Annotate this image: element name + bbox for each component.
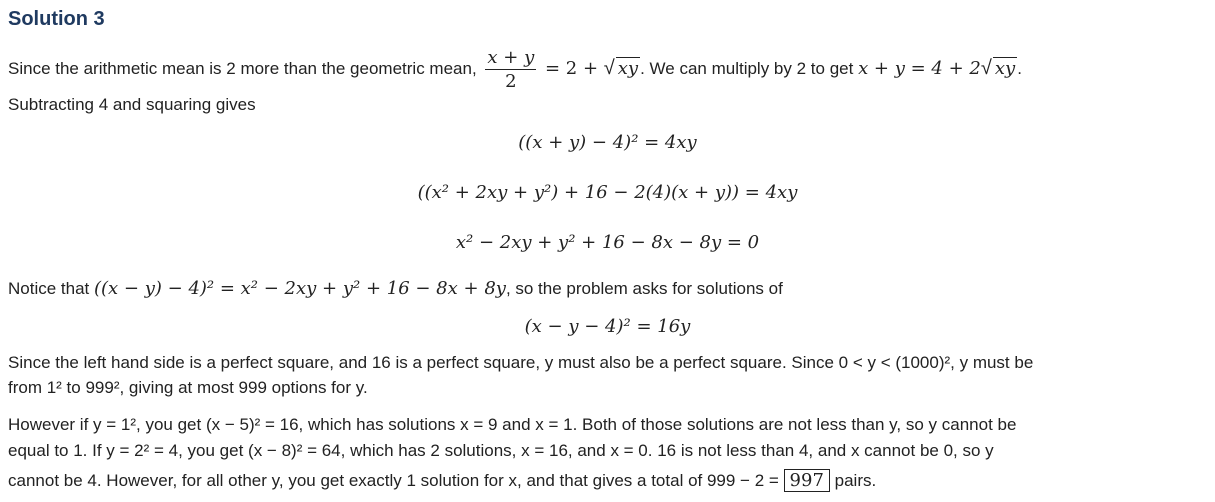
sqrt-xy-2: xy [994, 57, 1016, 79]
sqrt-sign-2: √ [980, 56, 992, 79]
notice-math: ((x − y) − 4)² = x² − 2xy + y² + 16 − 8x + 8y [94, 278, 506, 299]
paragraph-3-line-1: Since the left hand side is a perfect square, and 16 is a perfect square, y must also be a perfect square. Since 0 < y < (1000)², y must be [8, 353, 1034, 372]
final-text: cannot be 4. However, for all other y, you get exactly 1 solution for x, and that gives a total of 999 − 2 = [8, 471, 784, 490]
period: . [1017, 58, 1022, 78]
paragraph-4-line-1: However if y = 1², you get (x − 5)² = 16, which has solutions x = 9 and x = 1. Both of those solutions are not less than y, so y cannot be [8, 415, 1017, 434]
subtract-line: Subtracting 4 and squaring gives [8, 95, 256, 114]
notice-text-2: , so the problem asks for solutions of [505, 279, 783, 298]
intro-line [8, 47, 1022, 92]
sqrt-sign: √ [603, 56, 615, 79]
multiply-text: . We can multiply by 2 to get [640, 58, 859, 78]
fraction-numerator: x + y [487, 47, 535, 68]
multiplied-equation: x + y = 4 + 2 [858, 57, 981, 79]
solution-heading: Solution 3 [8, 8, 105, 30]
paragraph-4-line-3 [8, 470, 876, 491]
equation-2: ((x² + 2xy + y²) + 16 − 2(4)(x + y)) = 4xy [417, 182, 798, 203]
equation-1: ((x + y) − 4)² = 4xy [518, 132, 697, 153]
eq-rhs: = 2 + [545, 57, 604, 79]
equation-4: (x − y − 4)² = 16y [524, 316, 691, 337]
fraction-denominator: 2 [505, 71, 517, 92]
notice-line [8, 278, 783, 299]
paragraph-4-line-2: equal to 1. If y = 2² = 4, you get (x − 8)² = 64, which has 2 solutions, x = 16, and x = 0. 16 is not less than 4, and x cannot be 0, so y [8, 441, 994, 460]
intro-text: Since the arithmetic mean is 2 more than the geometric mean, [8, 58, 477, 78]
notice-text: Notice that [8, 279, 94, 298]
mean-fraction [485, 47, 536, 92]
boxed-answer: 997 [784, 469, 830, 492]
sqrt-xy: xy [617, 57, 639, 79]
pairs-text: pairs. [829, 471, 877, 490]
equation-3: x² − 2xy + y² + 16 − 8x − 8y = 0 [455, 232, 760, 253]
paragraph-3-line-2: from 1² to 999², giving at most 999 options for y. [8, 378, 368, 397]
